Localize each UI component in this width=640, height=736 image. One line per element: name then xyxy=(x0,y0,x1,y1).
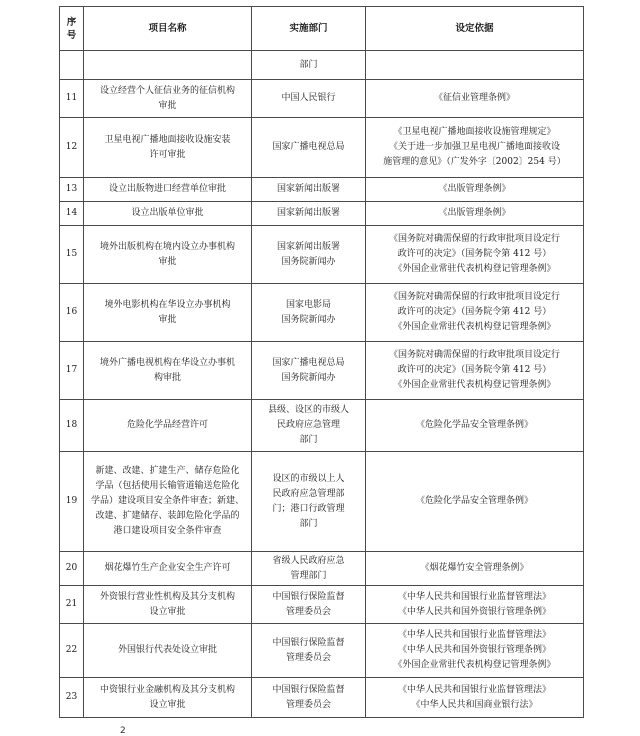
implementing-dept xyxy=(252,118,366,178)
cell-line: 民政府应急管理 xyxy=(276,420,340,430)
cell-line: 中国银行保险监督 xyxy=(272,591,345,602)
cell-line: 国务院新闻办 xyxy=(281,256,336,267)
row-number: 21 xyxy=(60,586,84,624)
cell-line: 审批 xyxy=(158,256,177,267)
cell-line: 《外国企业常驻代表机构登记管理条例》 xyxy=(393,660,556,670)
cell-line: 《中华人民共和国银行业监督管理法》 xyxy=(397,684,551,695)
approval-items-table xyxy=(59,6,584,718)
continuation-dept: 部门 xyxy=(252,51,366,80)
cell-line: 管理委员会 xyxy=(285,606,331,617)
cell-line: 政许可的决定》（国务院令第 412 号） xyxy=(397,249,552,259)
item-name xyxy=(84,118,252,178)
table-row xyxy=(60,80,584,118)
table-row xyxy=(60,118,584,178)
legal-basis xyxy=(366,202,584,226)
legal-basis xyxy=(366,624,584,678)
cell-line: 设区的市级以上人 xyxy=(272,473,345,484)
cell-line: 《危险化学品安全管理条例》 xyxy=(415,496,533,506)
cell-line: 《外国企业常驻代表机构登记管理条例》 xyxy=(393,264,556,274)
cell-line: 国务院新闻办 xyxy=(281,372,336,383)
item-name xyxy=(84,624,252,678)
cell-line: 《中华人民共和国外资银行管理条例》 xyxy=(397,606,551,617)
item-name xyxy=(84,226,252,284)
header-dept: 实施部门 xyxy=(252,7,366,51)
item-name xyxy=(84,586,252,624)
table-row xyxy=(60,284,584,342)
cell-line: 施管理的意见》（广发外字〔2002〕254 号） xyxy=(383,157,566,167)
row-number: 15 xyxy=(60,226,84,284)
cell-line: 卫星电视广播地面接收设施安装 xyxy=(104,134,231,145)
legal-basis xyxy=(366,178,584,202)
item-name xyxy=(84,400,252,452)
item-name xyxy=(84,80,252,118)
table-row xyxy=(60,400,584,452)
cell-line: 国家新闻出版署 xyxy=(276,241,340,252)
item-name xyxy=(84,202,252,226)
cell-line: 国家新闻出版署 xyxy=(276,184,340,194)
item-name xyxy=(84,178,252,202)
cell-line: 《关于进一步加强卫星电视广播地面接收设 xyxy=(388,142,560,152)
table-row xyxy=(60,552,584,586)
cell-line: 《卫星电视广播地面接收设施管理规定》 xyxy=(393,127,556,137)
cell-line: 《出版管理条例》 xyxy=(438,184,511,194)
cell-line: 国家新闻出版署 xyxy=(276,208,340,218)
row-number: 11 xyxy=(60,80,84,118)
implementing-dept xyxy=(252,178,366,202)
implementing-dept xyxy=(252,452,366,552)
cell-line: 设立出版物进口经营单位审批 xyxy=(108,184,226,194)
cell-line: 烟花爆竹生产企业安全生产许可 xyxy=(104,563,231,573)
legal-basis xyxy=(366,586,584,624)
header-basis: 设定依据 xyxy=(366,7,584,51)
row-number: 19 xyxy=(60,452,84,552)
cell-line: 国家电影局 xyxy=(285,299,331,310)
item-name xyxy=(84,552,252,586)
cell-line: 危险化学品经营许可 xyxy=(126,420,208,430)
cell-line: 《烟花爆竹安全管理条例》 xyxy=(420,563,529,573)
cell-line: 《征信业管理条例》 xyxy=(433,93,515,103)
row-number: 14 xyxy=(60,202,84,226)
row-number: 18 xyxy=(60,400,84,452)
legal-basis xyxy=(366,284,584,342)
implementing-dept xyxy=(252,624,366,678)
cell-line: 政许可的决定》（国务院令第 412 号） xyxy=(397,307,552,317)
cell-line: 学品（包括使用长输管道输送危险化 xyxy=(95,481,240,491)
table-row xyxy=(60,202,584,226)
row-number: 16 xyxy=(60,284,84,342)
table-row xyxy=(60,678,584,718)
cell-line: 门；港口行政管理 xyxy=(272,503,345,514)
page-number: 2 xyxy=(120,726,126,736)
row-number: 22 xyxy=(60,624,84,678)
cell-line: 外国银行代表处设立审批 xyxy=(117,645,217,655)
table-row xyxy=(60,452,584,552)
table-row xyxy=(60,586,584,624)
cell-line: 外资银行营业性机构及其分支机构 xyxy=(99,591,235,602)
cell-line: 中国银行保险监督 xyxy=(272,684,345,695)
cell-line: 学品）建设项目安全条件审查；新建、 xyxy=(90,496,244,506)
cell-line: 《国务院对确需保留的行政审批项目设定行 xyxy=(388,292,560,302)
cell-line: 管理委员会 xyxy=(285,652,331,663)
cell-line: 《国务院对确需保留的行政审批项目设定行 xyxy=(388,350,560,360)
table-row xyxy=(60,624,584,678)
cell-line: 《危险化学品安全管理条例》 xyxy=(415,420,533,430)
row-number: 12 xyxy=(60,118,84,178)
cell-line: 省级人民政府应急 xyxy=(272,555,345,566)
row-number: 23 xyxy=(60,678,84,718)
cell-line: 中国银行保险监督 xyxy=(272,637,345,648)
implementing-dept xyxy=(252,678,366,718)
cell-line: 新建、改建、扩建生产、储存危险化 xyxy=(95,466,240,476)
implementing-dept xyxy=(252,400,366,452)
implementing-dept xyxy=(252,80,366,118)
cell-line: 《国务院对确需保留的行政审批项目设定行 xyxy=(388,234,560,244)
row-number: 17 xyxy=(60,342,84,400)
cell-line: 审批 xyxy=(158,314,177,325)
item-name xyxy=(84,342,252,400)
cell-line: 设立出版单位审批 xyxy=(131,208,204,218)
legal-basis xyxy=(366,226,584,284)
implementing-dept xyxy=(252,552,366,586)
header-no: 序号 xyxy=(60,7,84,51)
item-name xyxy=(84,452,252,552)
legal-basis xyxy=(366,400,584,452)
cell-line: 构审批 xyxy=(153,372,181,383)
cell-line: 民政府应急管理部 xyxy=(272,488,345,499)
continuation-row xyxy=(60,51,584,80)
legal-basis xyxy=(366,552,584,586)
cell-line: 《中华人民共和国银行业监督管理法》 xyxy=(397,591,551,602)
cell-line: 部门 xyxy=(299,518,318,529)
cell-line: 管理部门 xyxy=(290,570,327,581)
legal-basis xyxy=(366,118,584,178)
cell-line: 《出版管理条例》 xyxy=(438,208,511,218)
item-name xyxy=(84,678,252,718)
legal-basis xyxy=(366,342,584,400)
cell-line: 境外广播电视机构在华设立办事机 xyxy=(99,357,235,368)
cell-line: 改建、扩建储存、装卸危险化学品的 xyxy=(95,511,240,521)
header-name: 项目名称 xyxy=(84,7,252,51)
cell-line: 《中华人民共和国银行业监督管理法》 xyxy=(397,630,551,640)
implementing-dept xyxy=(252,226,366,284)
cell-line: 设立经营个人征信业务的征信机构 xyxy=(99,85,235,96)
implementing-dept xyxy=(252,202,366,226)
table-row xyxy=(60,178,584,202)
cell-line: 国家广播电视总局 xyxy=(272,142,345,152)
cell-line: 《中华人民共和国外资银行管理条例》 xyxy=(397,645,551,655)
cell-line: 《中华人民共和国商业银行法》 xyxy=(411,699,538,710)
cell-line: 中资银行业金融机构及其分支机构 xyxy=(99,684,235,695)
cell-line: 港口建设项目安全条件审查 xyxy=(113,526,222,536)
legal-basis xyxy=(366,678,584,718)
cell-line: 中国人民银行 xyxy=(281,93,336,103)
cell-line: 县级、设区的市级人 xyxy=(267,405,349,415)
cell-line: 许可审批 xyxy=(149,149,186,160)
implementing-dept xyxy=(252,284,366,342)
row-number: 13 xyxy=(60,178,84,202)
cell-line: 境外出版机构在境内设立办事机构 xyxy=(99,241,235,252)
cell-line: 《外国企业常驻代表机构登记管理条例》 xyxy=(393,380,556,390)
row-number: 20 xyxy=(60,552,84,586)
legal-basis xyxy=(366,452,584,552)
cell-line: 设立审批 xyxy=(149,699,186,710)
legal-basis xyxy=(366,80,584,118)
implementing-dept xyxy=(252,342,366,400)
table-row xyxy=(60,342,584,400)
cell-line: 设立审批 xyxy=(149,606,186,617)
cell-line: 审批 xyxy=(158,100,177,111)
cell-line: 国务院新闻办 xyxy=(281,314,336,325)
item-name xyxy=(84,284,252,342)
table-row xyxy=(60,226,584,284)
cell-line: 境外电影机构在华设立办事机构 xyxy=(104,299,231,310)
cell-line: 管理委员会 xyxy=(285,699,331,710)
implementing-dept xyxy=(252,586,366,624)
cell-line: 政许可的决定》（国务院令第 412 号） xyxy=(397,365,552,375)
cell-line: 部门 xyxy=(299,435,318,445)
table-header-row xyxy=(60,7,584,51)
cell-line: 《外国企业常驻代表机构登记管理条例》 xyxy=(393,322,556,332)
cell-line: 国家广播电视总局 xyxy=(272,357,345,368)
